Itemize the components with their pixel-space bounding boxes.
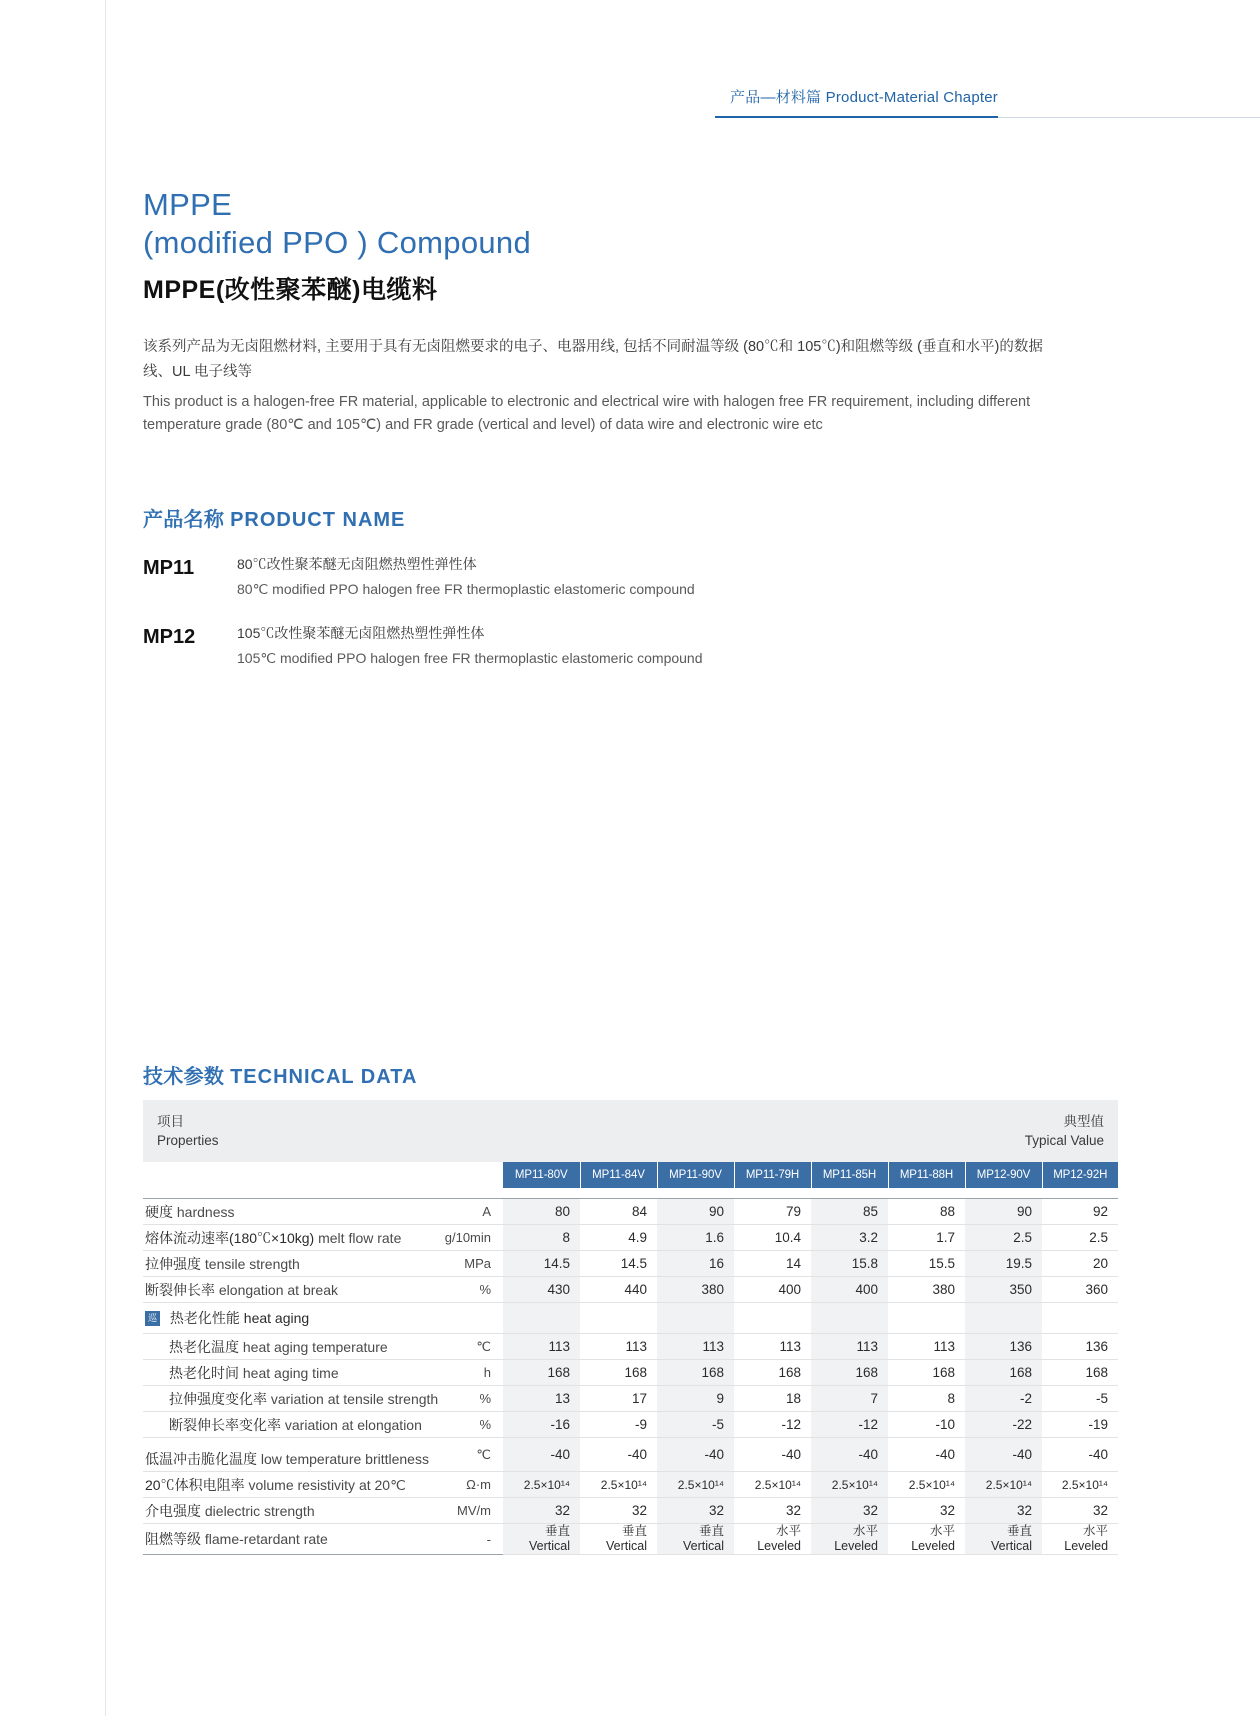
cell-value: -2 <box>965 1386 1042 1412</box>
cell-value-cn: 垂直 <box>1006 1524 1032 1538</box>
cell-value: 32 <box>811 1498 888 1524</box>
table-row <box>143 1438 1118 1472</box>
row-unit: ℃ <box>413 1334 503 1360</box>
cell-value: 4.9 <box>580 1225 657 1251</box>
cell-value: 3.2 <box>811 1225 888 1251</box>
group-unit <box>413 1303 503 1334</box>
cell-value: 18 <box>734 1386 811 1412</box>
list-item <box>143 553 1043 600</box>
cell-empty <box>657 1303 734 1334</box>
cell-value: -40 <box>1042 1438 1118 1472</box>
cell-value: 90 <box>965 1199 1042 1225</box>
cell-value: 7 <box>811 1386 888 1412</box>
table-grade-row <box>143 1162 1118 1188</box>
cell-value: 400 <box>811 1277 888 1303</box>
cell-empty <box>888 1303 965 1334</box>
intro-text-cn: 该系列产品为无卤阻燃材料, 主要用于具有无卤阻燃要求的电子、电器用线, 包括不同耐温等级 (80℃和 105℃)和阻燃等级 (垂直和水平)的数据线、UL 电子线等 <box>143 339 1043 380</box>
cell-value: 8 <box>888 1386 965 1412</box>
cell-value-cn: 垂直 <box>621 1524 647 1538</box>
cell-value: 113 <box>811 1334 888 1360</box>
table-header-typical <box>503 1100 1118 1162</box>
cell-value: 2.5×10¹⁴ <box>580 1472 657 1498</box>
row-label-en: heat aging temperature <box>242 1338 388 1355</box>
row-unit: MV/m <box>413 1498 503 1524</box>
row-unit: % <box>413 1277 503 1303</box>
cell-value: 14 <box>734 1251 811 1277</box>
cell-value: -5 <box>1042 1386 1118 1412</box>
header-rule-light <box>998 117 1260 118</box>
row-label <box>143 1334 413 1360</box>
row-label <box>143 1225 413 1251</box>
cell-value-cn: 垂直 <box>544 1524 570 1538</box>
page-title <box>143 186 1143 306</box>
cell-value: 113 <box>657 1334 734 1360</box>
cell-value: -16 <box>503 1412 580 1438</box>
cell-value: 13 <box>503 1386 580 1412</box>
table-row <box>143 1334 1118 1360</box>
cell-value: 168 <box>580 1360 657 1386</box>
table-header-properties <box>143 1100 503 1162</box>
title-en-line2: (modified PPO ) Compound <box>143 225 531 260</box>
cell-value: 113 <box>503 1334 580 1360</box>
cell-value: -40 <box>503 1438 580 1472</box>
table-header-typical-en: Typical Value <box>1024 1133 1105 1148</box>
row-label <box>143 1386 439 1412</box>
product-code: MP11 <box>143 557 195 579</box>
cell-value-en: Leveled <box>1064 1539 1109 1553</box>
cell-value: -12 <box>734 1412 811 1438</box>
group-label <box>143 1303 413 1334</box>
grade-cell-3: MP11-79H <box>734 1162 811 1188</box>
grade-cell-4: MP11-85H <box>811 1162 888 1188</box>
row-label-cn: 热老化温度 <box>169 1338 239 1355</box>
cell-value: 113 <box>734 1334 811 1360</box>
cell-value: 8 <box>503 1225 580 1251</box>
cell-value-en: Vertical <box>991 1539 1032 1553</box>
cell-value: 79 <box>734 1199 811 1225</box>
row-label-cn: 硬度 <box>145 1203 173 1220</box>
cell-value: 32 <box>657 1498 734 1524</box>
cell-value: 9 <box>657 1386 734 1412</box>
row-label-cn: 断裂伸长率变化率 <box>169 1416 281 1433</box>
product-desc-cn: 80℃改性聚苯醚无卤阻燃热塑性弹性体 <box>237 556 477 572</box>
cell-value: 2.5×10¹⁴ <box>503 1472 580 1498</box>
cell-value: 16 <box>657 1251 734 1277</box>
grade-cell-5: MP11-88H <box>888 1162 965 1188</box>
row-unit: MPa <box>413 1251 503 1277</box>
cell-empty <box>965 1303 1042 1334</box>
row-label-cn: 熔体流动速率(180℃×10kg) <box>145 1229 315 1246</box>
row-label-en: melt flow rate <box>318 1229 402 1246</box>
row-label-cn: 热老化时间 <box>169 1364 239 1381</box>
cell-value: 15.5 <box>888 1251 965 1277</box>
section-heading-product-name-cn: 产品名称 <box>143 509 225 531</box>
table-row <box>143 1412 1118 1438</box>
cell-value-en: Vertical <box>606 1539 647 1553</box>
grade-cell-6: MP12-90V <box>965 1162 1042 1188</box>
grade-cell-2: MP11-90V <box>657 1162 734 1188</box>
product-desc-en: 80℃ modified PPO halogen free FR thermoplastic elastomeric compound <box>237 581 695 597</box>
cell-value: 90 <box>657 1199 734 1225</box>
cell-empty <box>580 1303 657 1334</box>
cell-value: -9 <box>580 1412 657 1438</box>
cell-empty <box>503 1303 580 1334</box>
cell-value: 32 <box>1042 1498 1118 1524</box>
cell-value: -40 <box>657 1438 734 1472</box>
cell-value: 2.5×10¹⁴ <box>734 1472 811 1498</box>
cell-value: 168 <box>888 1360 965 1386</box>
cell-value: 113 <box>888 1334 965 1360</box>
row-label <box>143 1251 413 1277</box>
row-label-cn: 20℃体积电阻率 <box>145 1476 245 1493</box>
cell-value: 84 <box>580 1199 657 1225</box>
title-cn: MPPE(改性聚苯醚)电缆料 <box>143 276 438 304</box>
cell-value: 20 <box>1042 1251 1118 1277</box>
cell-value: 136 <box>965 1334 1042 1360</box>
cell-value: 1.6 <box>657 1225 734 1251</box>
cell-value-en: Leveled <box>911 1539 955 1553</box>
cell-value: 92 <box>1042 1199 1118 1225</box>
row-unit: ℃ <box>413 1438 503 1472</box>
table-header-typical-cn: 典型值 <box>1063 1114 1105 1129</box>
row-label <box>143 1438 429 1472</box>
cell-value-cn: 水平 <box>929 1524 955 1538</box>
row-label-en: elongation at break <box>218 1281 338 1298</box>
row-label <box>143 1412 422 1438</box>
cell-value <box>657 1524 734 1555</box>
table-row <box>143 1251 1118 1277</box>
row-label-cn: 介电强度 <box>145 1502 201 1519</box>
cell-value: 400 <box>734 1277 811 1303</box>
row-unit: g/10min <box>413 1225 503 1251</box>
cell-value: -10 <box>888 1412 965 1438</box>
cell-value: 360 <box>1042 1277 1118 1303</box>
cell-value: 2.5×10¹⁴ <box>1042 1472 1118 1498</box>
row-unit: % <box>413 1386 503 1412</box>
grade-row-spacer <box>143 1162 503 1188</box>
table-row <box>143 1277 1118 1303</box>
cell-value <box>503 1524 580 1555</box>
cell-value: 32 <box>888 1498 965 1524</box>
page-header <box>0 86 1260 126</box>
row-label-en: hardness <box>176 1203 235 1220</box>
cell-value: 168 <box>811 1360 888 1386</box>
cell-value: -19 <box>1042 1412 1118 1438</box>
cell-value <box>1042 1524 1118 1555</box>
intro-text-en: This product is a halogen-free FR material, applicable to electronic and electrical wire with halogen free FR requirement, including different temperature grade (80℃ and 105℃) and FR grade (vertical and level) of data wire and electronic wire etc <box>143 394 1031 433</box>
cell-value-en: Vertical <box>529 1539 570 1553</box>
cell-value: -22 <box>965 1412 1042 1438</box>
row-unit: - <box>413 1524 503 1555</box>
row-label <box>143 1472 413 1498</box>
list-item <box>143 622 1043 669</box>
cell-value: 14.5 <box>580 1251 657 1277</box>
cell-empty <box>1042 1303 1118 1334</box>
row-unit: % <box>413 1412 503 1438</box>
cell-value-en: Vertical <box>683 1539 724 1553</box>
cell-value: 168 <box>1042 1360 1118 1386</box>
cell-value: 2.5×10¹⁴ <box>965 1472 1042 1498</box>
cell-value: 32 <box>503 1498 580 1524</box>
cell-empty <box>734 1303 811 1334</box>
row-label-cn: 断裂伸长率 <box>145 1281 215 1298</box>
cell-value: 136 <box>1042 1334 1118 1360</box>
cell-value: 2.5 <box>965 1225 1042 1251</box>
cell-value-cn: 水平 <box>852 1524 878 1538</box>
row-label-cn: 低温冲击脆化温度 <box>145 1450 257 1467</box>
table-spacer-row <box>143 1188 1118 1199</box>
title-en-line1: MPPE <box>143 187 233 222</box>
product-desc-cn: 105℃改性聚苯醚无卤阻燃热塑性弹性体 <box>237 625 485 641</box>
cell-value: 440 <box>580 1277 657 1303</box>
cell-value: 168 <box>657 1360 734 1386</box>
cell-value: 10.4 <box>734 1225 811 1251</box>
cell-value: 19.5 <box>965 1251 1042 1277</box>
table-row <box>143 1498 1118 1524</box>
cell-value: 17 <box>580 1386 657 1412</box>
heat-aging-badge-icon: 巡 <box>145 1311 160 1326</box>
row-label <box>143 1498 413 1524</box>
cell-value: 168 <box>734 1360 811 1386</box>
row-label-en: heat aging time <box>242 1364 339 1381</box>
cell-value: 88 <box>888 1199 965 1225</box>
cell-value-en: Leveled <box>757 1539 801 1553</box>
table-header-properties-cn: 项目 <box>157 1114 184 1129</box>
cell-value: 380 <box>657 1277 734 1303</box>
row-label-cn: 拉伸强度 <box>145 1255 201 1272</box>
table-row <box>143 1386 1118 1412</box>
row-label-en: volume resistivity at 20℃ <box>248 1476 406 1493</box>
row-label-en: dielectric strength <box>204 1502 315 1519</box>
section-heading-technical-data <box>143 1060 417 1089</box>
section-heading-technical-data-cn: 技术参数 <box>143 1066 225 1088</box>
product-code: MP12 <box>143 626 196 648</box>
row-label <box>143 1360 413 1386</box>
cell-value: 80 <box>503 1199 580 1225</box>
product-name-list <box>143 553 1043 691</box>
table-row <box>143 1524 1118 1555</box>
cell-value: -40 <box>811 1438 888 1472</box>
cell-value: 2.5×10¹⁴ <box>657 1472 734 1498</box>
table-header-properties-en: Properties <box>157 1133 219 1148</box>
group-label-en: heat aging <box>243 1310 310 1326</box>
grade-cell-0: MP11-80V <box>503 1162 580 1188</box>
table-row <box>143 1225 1118 1251</box>
cell-value: -5 <box>657 1412 734 1438</box>
group-label-cn: 热老化性能 <box>169 1310 240 1326</box>
cell-value: 2.5×10¹⁴ <box>811 1472 888 1498</box>
cell-value: 168 <box>503 1360 580 1386</box>
grade-cell-7: MP12-92H <box>1042 1162 1118 1188</box>
cell-value <box>888 1524 965 1555</box>
cell-value <box>965 1524 1042 1555</box>
row-label-cn: 阻燃等级 <box>145 1531 201 1547</box>
row-label-cn: 拉伸强度变化率 <box>169 1390 267 1407</box>
cell-value: -40 <box>888 1438 965 1472</box>
header-chapter-label-cn: 产品—材料篇 <box>730 89 822 106</box>
cell-value: 32 <box>965 1498 1042 1524</box>
table-group-heading-row <box>143 1303 1118 1334</box>
cell-value: 15.8 <box>811 1251 888 1277</box>
table-row <box>143 1472 1118 1498</box>
cell-value-en: Leveled <box>834 1539 878 1553</box>
technical-data-table-wrap <box>143 1100 1118 1555</box>
cell-value: -12 <box>811 1412 888 1438</box>
left-margin-rule <box>105 0 106 1716</box>
cell-value: 2.5 <box>1042 1225 1118 1251</box>
cell-value: 168 <box>965 1360 1042 1386</box>
intro-block <box>143 335 1043 437</box>
row-unit: h <box>413 1360 503 1386</box>
section-heading-product-name-en: PRODUCT NAME <box>230 509 406 531</box>
cell-value: 350 <box>965 1277 1042 1303</box>
section-heading-product-name <box>143 503 405 532</box>
cell-value <box>811 1524 888 1555</box>
cell-value <box>580 1524 657 1555</box>
row-label-en: low temperature brittleness <box>260 1450 429 1467</box>
cell-value: 430 <box>503 1277 580 1303</box>
cell-value: 32 <box>580 1498 657 1524</box>
row-unit: Ω·m <box>413 1472 503 1498</box>
table-header-row <box>143 1100 1118 1162</box>
product-desc-en: 105℃ modified PPO halogen free FR thermoplastic elastomeric compound <box>237 650 703 666</box>
section-heading-technical-data-en: TECHNICAL DATA <box>230 1066 418 1088</box>
cell-value: 32 <box>734 1498 811 1524</box>
table-row <box>143 1199 1118 1225</box>
header-chapter-label-en: Product-Material Chapter <box>825 89 998 106</box>
cell-value: 14.5 <box>503 1251 580 1277</box>
row-label <box>143 1199 413 1225</box>
cell-value: 2.5×10¹⁴ <box>888 1472 965 1498</box>
cell-value: 380 <box>888 1277 965 1303</box>
cell-value: -40 <box>734 1438 811 1472</box>
cell-value-cn: 水平 <box>775 1524 801 1538</box>
cell-value: -40 <box>580 1438 657 1472</box>
row-label <box>143 1524 413 1555</box>
cell-value: -40 <box>965 1438 1042 1472</box>
row-label-en: variation at elongation <box>284 1416 422 1433</box>
technical-data-table <box>143 1100 1118 1555</box>
grade-cell-1: MP11-84V <box>580 1162 657 1188</box>
row-label-en: variation at tensile strength <box>270 1390 439 1407</box>
row-label-en: flame-retardant rate <box>204 1531 328 1547</box>
row-unit: A <box>413 1199 503 1225</box>
row-label <box>143 1277 413 1303</box>
cell-value <box>734 1524 811 1555</box>
row-label-en: tensile strength <box>204 1255 300 1272</box>
cell-value-cn: 垂直 <box>698 1524 724 1538</box>
cell-value-cn: 水平 <box>1083 1524 1109 1538</box>
cell-value: 113 <box>580 1334 657 1360</box>
cell-value: 1.7 <box>888 1225 965 1251</box>
cell-empty <box>811 1303 888 1334</box>
header-rule-accent <box>715 116 998 118</box>
table-row <box>143 1360 1118 1386</box>
cell-value: 85 <box>811 1199 888 1225</box>
header-chapter-label <box>730 86 998 107</box>
